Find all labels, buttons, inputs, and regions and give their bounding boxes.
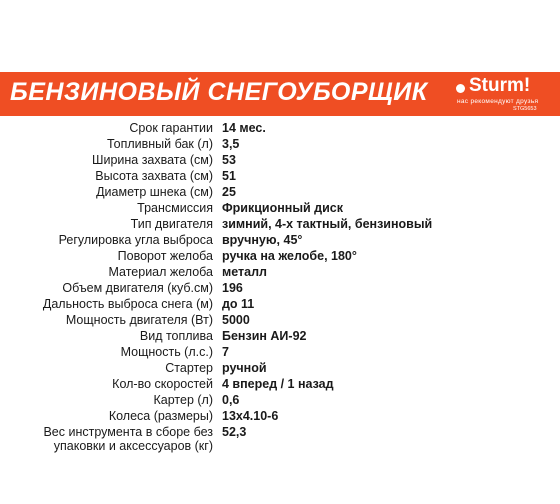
spec-value: 7 [222,345,229,359]
spec-row [0,377,560,392]
spec-value: 51 [222,169,236,183]
spec-value: 25 [222,185,236,199]
header-banner [0,72,560,116]
spec-value: 3,5 [222,137,240,151]
brand-name: Sturm! [469,75,531,96]
spec-row [0,393,560,408]
spec-label: Высота захвата (см) [95,169,213,183]
spec-value: ручной [222,361,267,375]
spec-label: Топливный бак (л) [106,137,213,151]
spec-label: Стартер [165,361,213,375]
spec-row [0,169,560,184]
spec-row [0,361,560,376]
spec-label: Ширина захвата (см) [92,153,213,167]
spec-value: вручную, 45° [222,233,303,247]
spec-label: Тип двигателя [130,217,213,231]
spec-label: Срок гарантии [129,121,213,135]
spec-label: Вес инструмента в сборе без [43,425,213,439]
spec-label: Мощность (л.с.) [120,345,213,359]
spec-value: 13x4.10-6 [222,409,279,423]
brand-logo [455,75,557,113]
spec-row [0,297,560,312]
model-code: STG5653 [513,106,537,112]
spec-row [0,313,560,328]
spec-value: зимний, 4-х тактный, бензиновый [222,217,433,231]
spec-row [0,281,560,296]
spec-label: Регулировка угла выброса [58,233,213,247]
spec-label: Кол-во скоростей [112,377,213,391]
spec-row [0,425,560,455]
spec-value: 196 [222,281,243,295]
spec-row [0,265,560,280]
spec-row [0,217,560,232]
spec-value: 4 вперед / 1 назад [222,377,334,391]
spec-label: Материал желоба [108,265,213,279]
spec-value: Фрикционный диск [222,201,344,215]
spec-value: 0,6 [222,393,240,407]
spec-label: Объем двигателя (куб.см) [62,281,213,295]
spec-label: Мощность двигателя (Вт) [65,313,213,327]
spec-value: 14 мес. [222,121,266,135]
spec-row [0,185,560,200]
spec-row [0,201,560,216]
brand-dot-icon [456,84,465,93]
spec-row [0,329,560,344]
spec-label: Поворот желоба [117,249,213,263]
spec-value: до 11 [222,297,255,311]
spec-label: Картер (л) [153,393,213,407]
spec-row [0,121,560,136]
spec-label-line2: упаковки и аксессуаров (кг) [53,439,213,453]
spec-value: 53 [222,153,236,167]
spec-value: металл [222,265,267,279]
spec-label: Диаметр шнека (см) [96,185,213,199]
spec-row [0,345,560,360]
spec-row [0,137,560,152]
spec-row [0,409,560,424]
spec-row [0,153,560,168]
spec-label: Трансмиссия [137,201,213,215]
page-title: БЕНЗИНОВЫЙ СНЕГОУБОРЩИК [10,78,428,106]
spec-value: 52,3 [222,425,247,439]
spec-value: ручка на желобе, 180° [222,249,357,263]
spec-label: Дальность выброса снега (м) [42,297,213,311]
spec-value: 5000 [222,313,250,327]
spec-label: Вид топлива [139,329,213,343]
brand-tagline: нас рекомендуют друзья [457,98,539,105]
spec-row [0,233,560,248]
spec-label: Колеса (размеры) [108,409,213,423]
spec-value: Бензин АИ-92 [222,329,307,343]
spec-row [0,249,560,264]
